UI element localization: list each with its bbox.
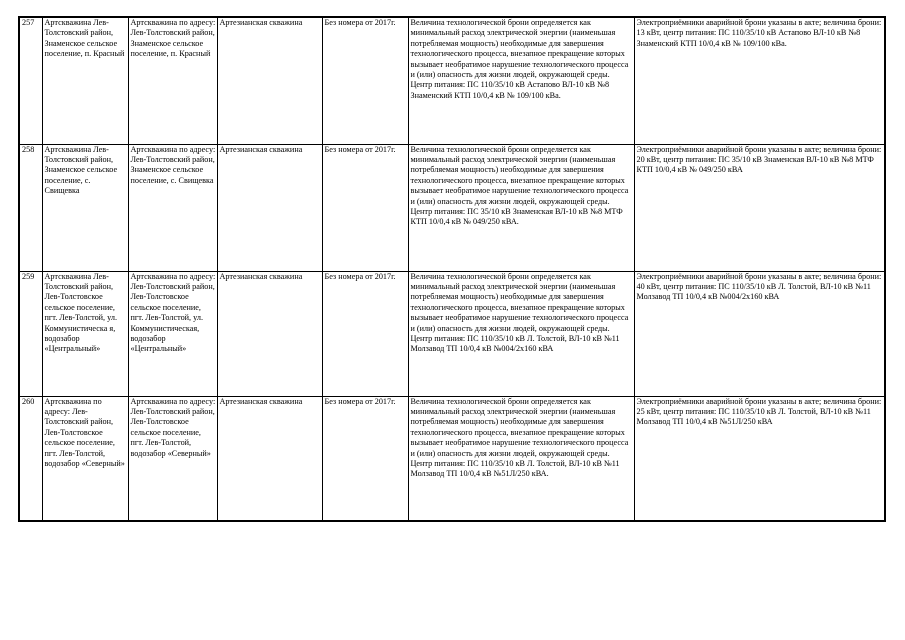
row-number: 258 xyxy=(19,144,42,271)
reserve-table xyxy=(18,16,886,522)
table-row xyxy=(19,17,885,144)
reserve-note: Электроприёмники аварийной брони указаны в акте; величина брони: 13 кВт, центр питания: ПС 110/35/10 кВ Астапово ВЛ-10 кВ №8 Знаменский КТП 10/0,4 кВ № 109/100 кВа. xyxy=(634,17,885,144)
row-number: 259 xyxy=(19,271,42,396)
document-number: Без номера от 2017г. xyxy=(322,17,408,144)
object-address: Артскважина по адресу: Лев-Толстовский район, Знаменское сельское поселение, с. Свищевка xyxy=(128,144,217,271)
reserve-note: Электроприёмники аварийной брони указаны в акте; величина брони: 40 кВт, центр питания: ПС 110/35/10 кВ Л. Толстой, ВЛ-10 кВ №11 Молзавод ТП 10/0,4 кВ №004/2х160 кВА xyxy=(634,271,885,396)
reserve-description: Величина технологической брони определяется как минимальный расход электрической энергии (наименьшая потребляемая мощность) необходимые для завершения технологического процесса, внезапное прекращение которых вызывает необратимое нарушение технологического процесса и (или) опасность для жизни людей, окружающей среды. Центр питания: ПС 110/35/10 кВ Л. Толстой, ВЛ-10 кВ №11 Молзавод ТП 10/0,4 кВ №004/2х160 кВА xyxy=(408,271,634,396)
object-address: Артскважина по адресу: Лев-Толстовский район, Знаменское сельское поселение, п. Красный xyxy=(128,17,217,144)
row-number: 260 xyxy=(19,396,42,521)
object-name: Артскважина Лев-Толстовский район, Знаменское сельское поселение, п. Красный xyxy=(42,17,128,144)
reserve-description: Величина технологической брони определяется как минимальный расход электрической энергии (наименьшая потребляемая мощность) необходимые для завершения технологического процесса, внезапное прекращение которых вызывает необратимое нарушение технологического процесса и (или) опасность для жизни людей, окружающей среды. Центр питания: ПС 35/10 кВ Знаменская ВЛ-10 кВ №8 МТФ КТП 10/0,4 кВ № 049/250 кВА. xyxy=(408,144,634,271)
object-address: Артскважина по адресу: Лев-Толстовский район, Лев-Толстовское сельское поселение, пгт. Лев-Толстой, ул. Коммунистическая, водозабор «Центральный» xyxy=(128,271,217,396)
reserve-note: Электроприёмники аварийной брони указаны в акте; величина брони: 20 кВт, центр питания: ПС 35/10 кВ Знаменская ВЛ-10 кВ №8 МТФ КТП 10/0,4 кВ № 049/250 кВА xyxy=(634,144,885,271)
object-type: Артезианская скважина xyxy=(217,144,322,271)
reserve-note: Электроприёмники аварийной брони указаны в акте; величина брони: 25 кВт, центр питания: ПС 110/35/10 кВ Л. Толстой, ВЛ-10 кВ №11 Молзавод ТП 10/0,4 кВ №51Л/250 кВА xyxy=(634,396,885,521)
table-row xyxy=(19,271,885,396)
reserve-description: Величина технологической брони определяется как минимальный расход электрической энергии (наименьшая потребляемая мощность) необходимые для завершения технологического процесса, внезапное прекращение которых вызывает необратимое нарушение технологического процесса и (или) опасность для жизни людей, окружающей среды. Центр питания: ПС 110/35/10 кВ Астапово ВЛ-10 кВ №8 Знаменский КТП 10/0,4 кВ № 109/100 кВа. xyxy=(408,17,634,144)
document-number: Без номера от 2017г. xyxy=(322,271,408,396)
object-type: Артезианская скважина xyxy=(217,17,322,144)
table-row xyxy=(19,144,885,271)
object-address: Артскважина по адресу: Лев-Толстовский район, Лев-Толстовское сельское поселение, пгт. Лев-Толстой, водозабор «Северный» xyxy=(128,396,217,521)
object-name: Артскважина по адресу: Лев-Толстовский район, Лев-Толстовское сельское поселение, пгт. Лев-Толстой, водозабор «Северный» xyxy=(42,396,128,521)
document-number: Без номера от 2017г. xyxy=(322,144,408,271)
reserve-description: Величина технологической брони определяется как минимальный расход электрической энергии (наименьшая потребляемая мощность) необходимые для завершения технологического процесса, внезапное прекращение которых вызывает необратимое нарушение технологического процесса и (или) опасность для жизни людей, окружающей среды. Центр питания: ПС 110/35/10 кВ Л. Толстой, ВЛ-10 кВ №11 Молзавод ТП 10/0,4 кВ №51Л/250 кВА. xyxy=(408,396,634,521)
object-name: Артскважина Лев-Толстовский район, Знаменское сельское поселение, с. Свищевка xyxy=(42,144,128,271)
object-type: Артезианская скважина xyxy=(217,271,322,396)
object-type: Артезианская скважина xyxy=(217,396,322,521)
table-row xyxy=(19,396,885,521)
document-number: Без номера от 2017г. xyxy=(322,396,408,521)
object-name: Артскважина Лев-Толстовский район, Лев-Толстовское сельское поселение, пгт. Лев-Толстой, ул. Коммунистическа я, водозабор «Центральный» xyxy=(42,271,128,396)
document-page xyxy=(18,16,884,522)
row-number: 257 xyxy=(19,17,42,144)
